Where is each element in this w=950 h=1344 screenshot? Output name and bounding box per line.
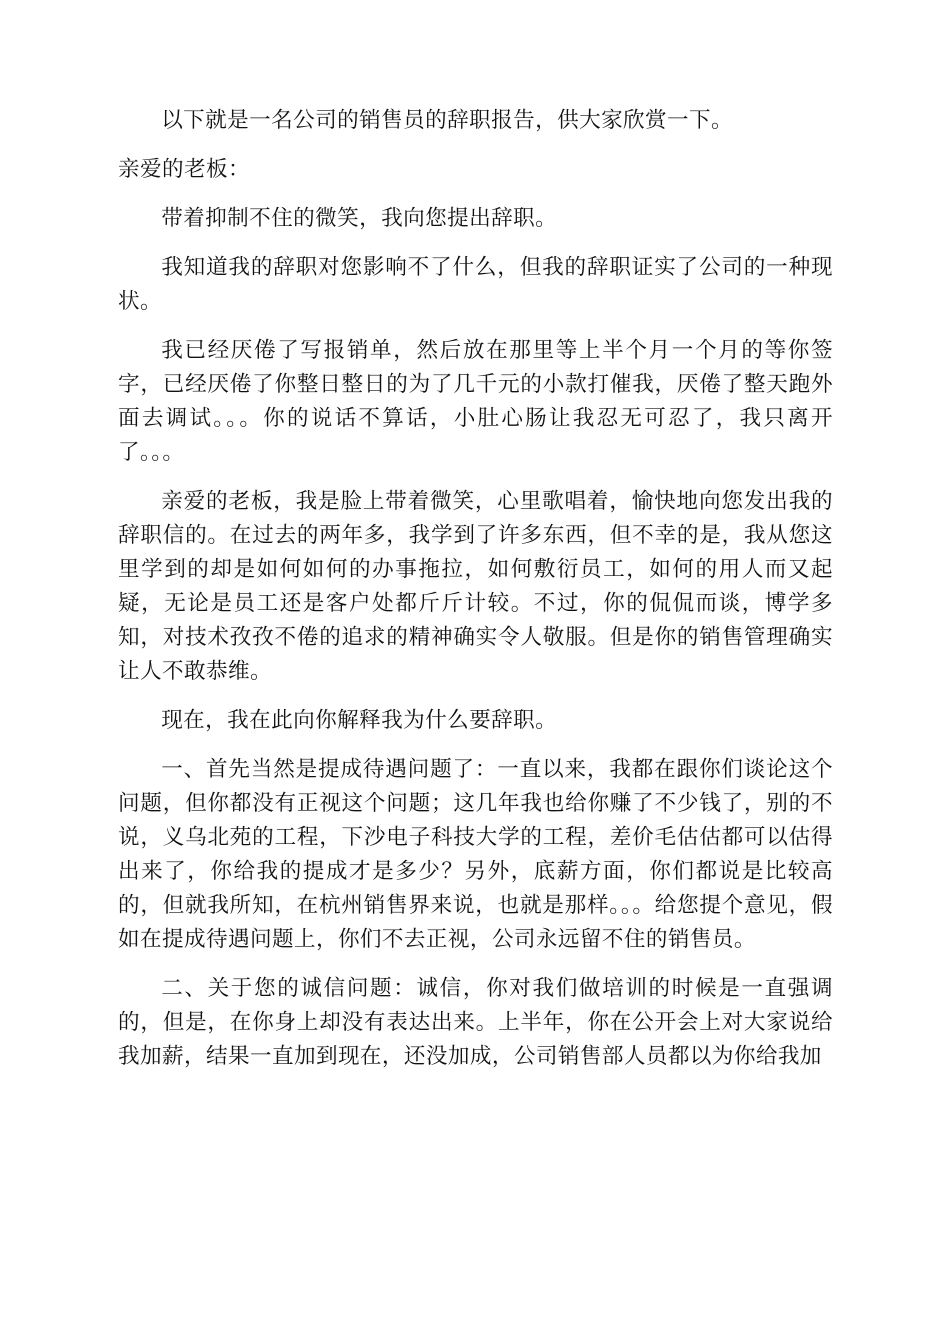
body-paragraph-1: 带着抑制不住的微笑，我向您提出辞职。 [161,206,558,231]
body-paragraph-5: 现在，我在此向你解释我为什么要辞职。 [161,708,558,733]
document-page [118,104,833,1089]
body-paragraph-3: 我已经厌倦了写报销单，然后放在那里等上半个月一个月的等你签字，已经厌倦了你整日整日的为了几千元的小款打催我，厌倦了整天跑外面去调试。。。你的说话不算话，小肚心肠让我忍无可忍了，我只离开了。。。 [118,338,833,465]
salutation: 亲爱的老板： [118,157,250,182]
reason-paragraph-1: 一、首先当然是提成待遇问题了：一直以来，我都在跟你们谈论这个问题，但你都没有正视这个问题；这几年我也给你赚了不少钱了，别的不说，义乌北苑的工程，下沙电子科技大学的工程，差价毛估估都可以估得出来了，你给我的提成才是多少？另外，底薪方面，你们都说是比较高的，但就我所知，在杭州销售界来说，也就是那样。。。给您提个意见，假如在提成待遇问题上，你们不去正视，公司永远留不住的销售员。 [118,757,833,952]
reason-paragraph-2: 二、关于您的诚信问题：诚信，你对我们做培训的时候是一直强调的，但是，在你身上却没有表达出来。上半年，你在公开会上对大家说给我加薪，结果一直加到现在，还没加成，公司销售部人员都以为你给我加 [118,976,833,1069]
body-paragraph-2: 我知道我的辞职对您影响不了什么，但我的辞职证实了公司的一种现状。 [118,255,833,314]
intro-paragraph: 以下就是一名公司的销售员的辞职报告，供大家欣赏一下。 [161,108,734,133]
body-paragraph-4: 亲爱的老板，我是脸上带着微笑，心里歌唱着，愉快地向您发出我的辞职信的。在过去的两年多，我学到了许多东西，但不幸的是，我从您这里学到的却是如何如何的办事拖拉，如何敷衍员工，如何的用人而又起疑，无论是员工还是客户处都斤斤计较。不过，你的侃侃而谈，博学多知，对技术孜孜不倦的追求的精神确实令人敬服。但是你的销售管理确实让人不敢恭维。 [118,489,833,684]
